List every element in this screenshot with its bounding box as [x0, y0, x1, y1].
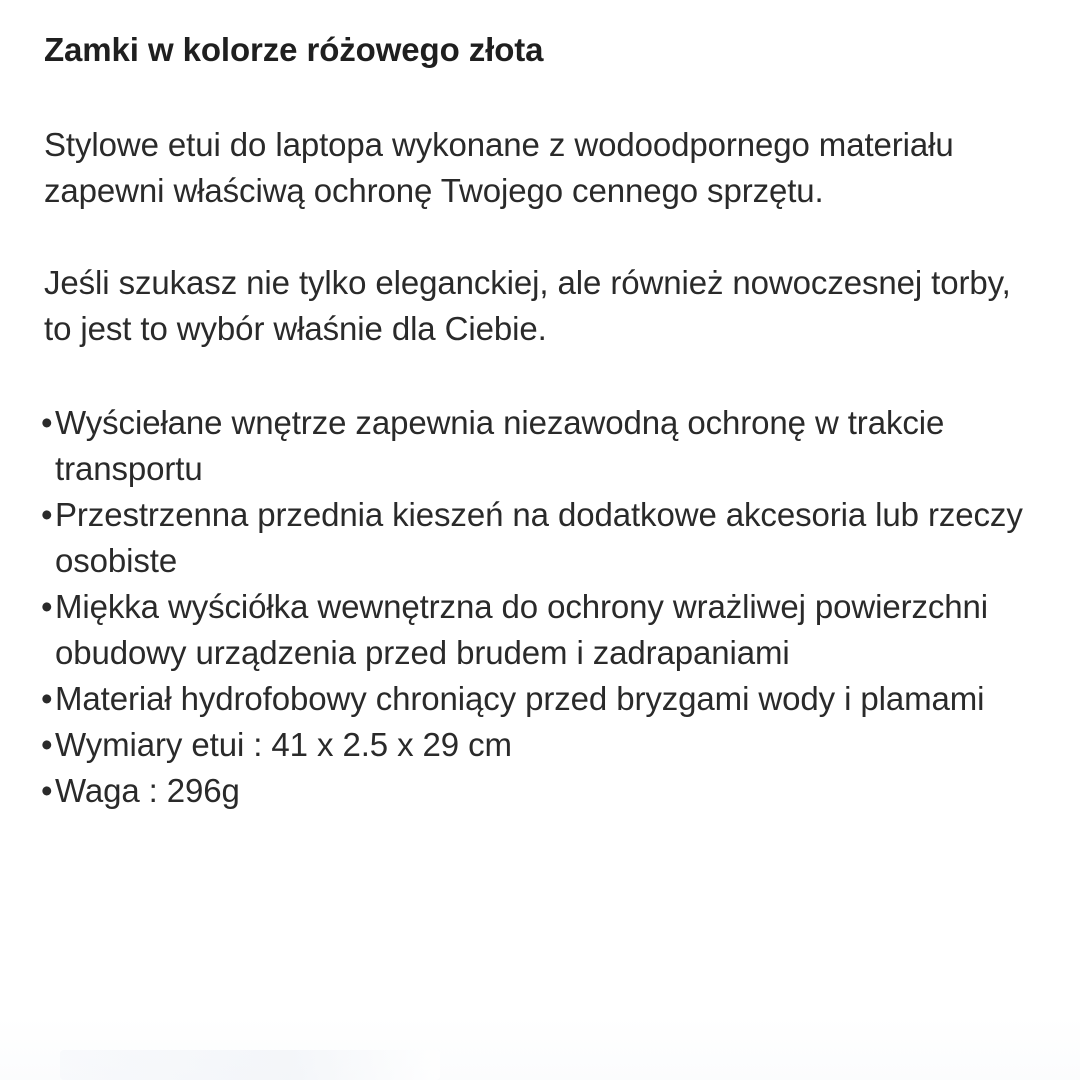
image-preview-edge [60, 1050, 440, 1080]
bullet-icon: • [41, 726, 53, 763]
feature-text: Wymiary etui : 41 x 2.5 x 29 cm [55, 726, 512, 763]
feature-text: Miękka wyściółka wewnętrzna do ochrony wrażliwej powierzchni obudowy urządzenia przed brudem i zadrapaniami [55, 588, 989, 671]
feature-text: Wyściełane wnętrze zapewnia niezawodną ochronę w trakcie transportu [55, 404, 945, 487]
feature-item [41, 768, 1044, 814]
product-description [41, 28, 1044, 814]
feature-list [41, 400, 1044, 814]
description-paragraph-second: Jeśli szukasz nie tylko eleganckiej, ale również nowoczesnej torby, to jest to wybór właśnie dla Ciebie. [44, 264, 1011, 347]
feature-item [41, 400, 1044, 492]
bullet-icon: • [41, 404, 53, 441]
bullet-icon: • [41, 588, 53, 625]
feature-item [41, 492, 1044, 584]
feature-item [41, 722, 1044, 768]
section-heading: Zamki w kolorze różowego złota [44, 31, 544, 68]
bullet-icon: • [41, 772, 53, 809]
next-content-preview [0, 1016, 1080, 1080]
feature-text: Przestrzenna przednia kieszeń na dodatkowe akcesoria lub rzeczy osobiste [55, 496, 1023, 579]
feature-text: Materiał hydrofobowy chroniący przed bryzgami wody i plamami [55, 680, 985, 717]
description-paragraph: Stylowe etui do laptopa wykonane z wodoodpornego materiału zapewni właściwą ochronę Twojego cennego sprzętu. [44, 126, 954, 209]
feature-item [41, 584, 1044, 676]
bullet-icon: • [41, 680, 53, 717]
feature-text: Waga : 296g [55, 772, 240, 809]
feature-item [41, 676, 1044, 722]
bullet-icon: • [41, 496, 53, 533]
